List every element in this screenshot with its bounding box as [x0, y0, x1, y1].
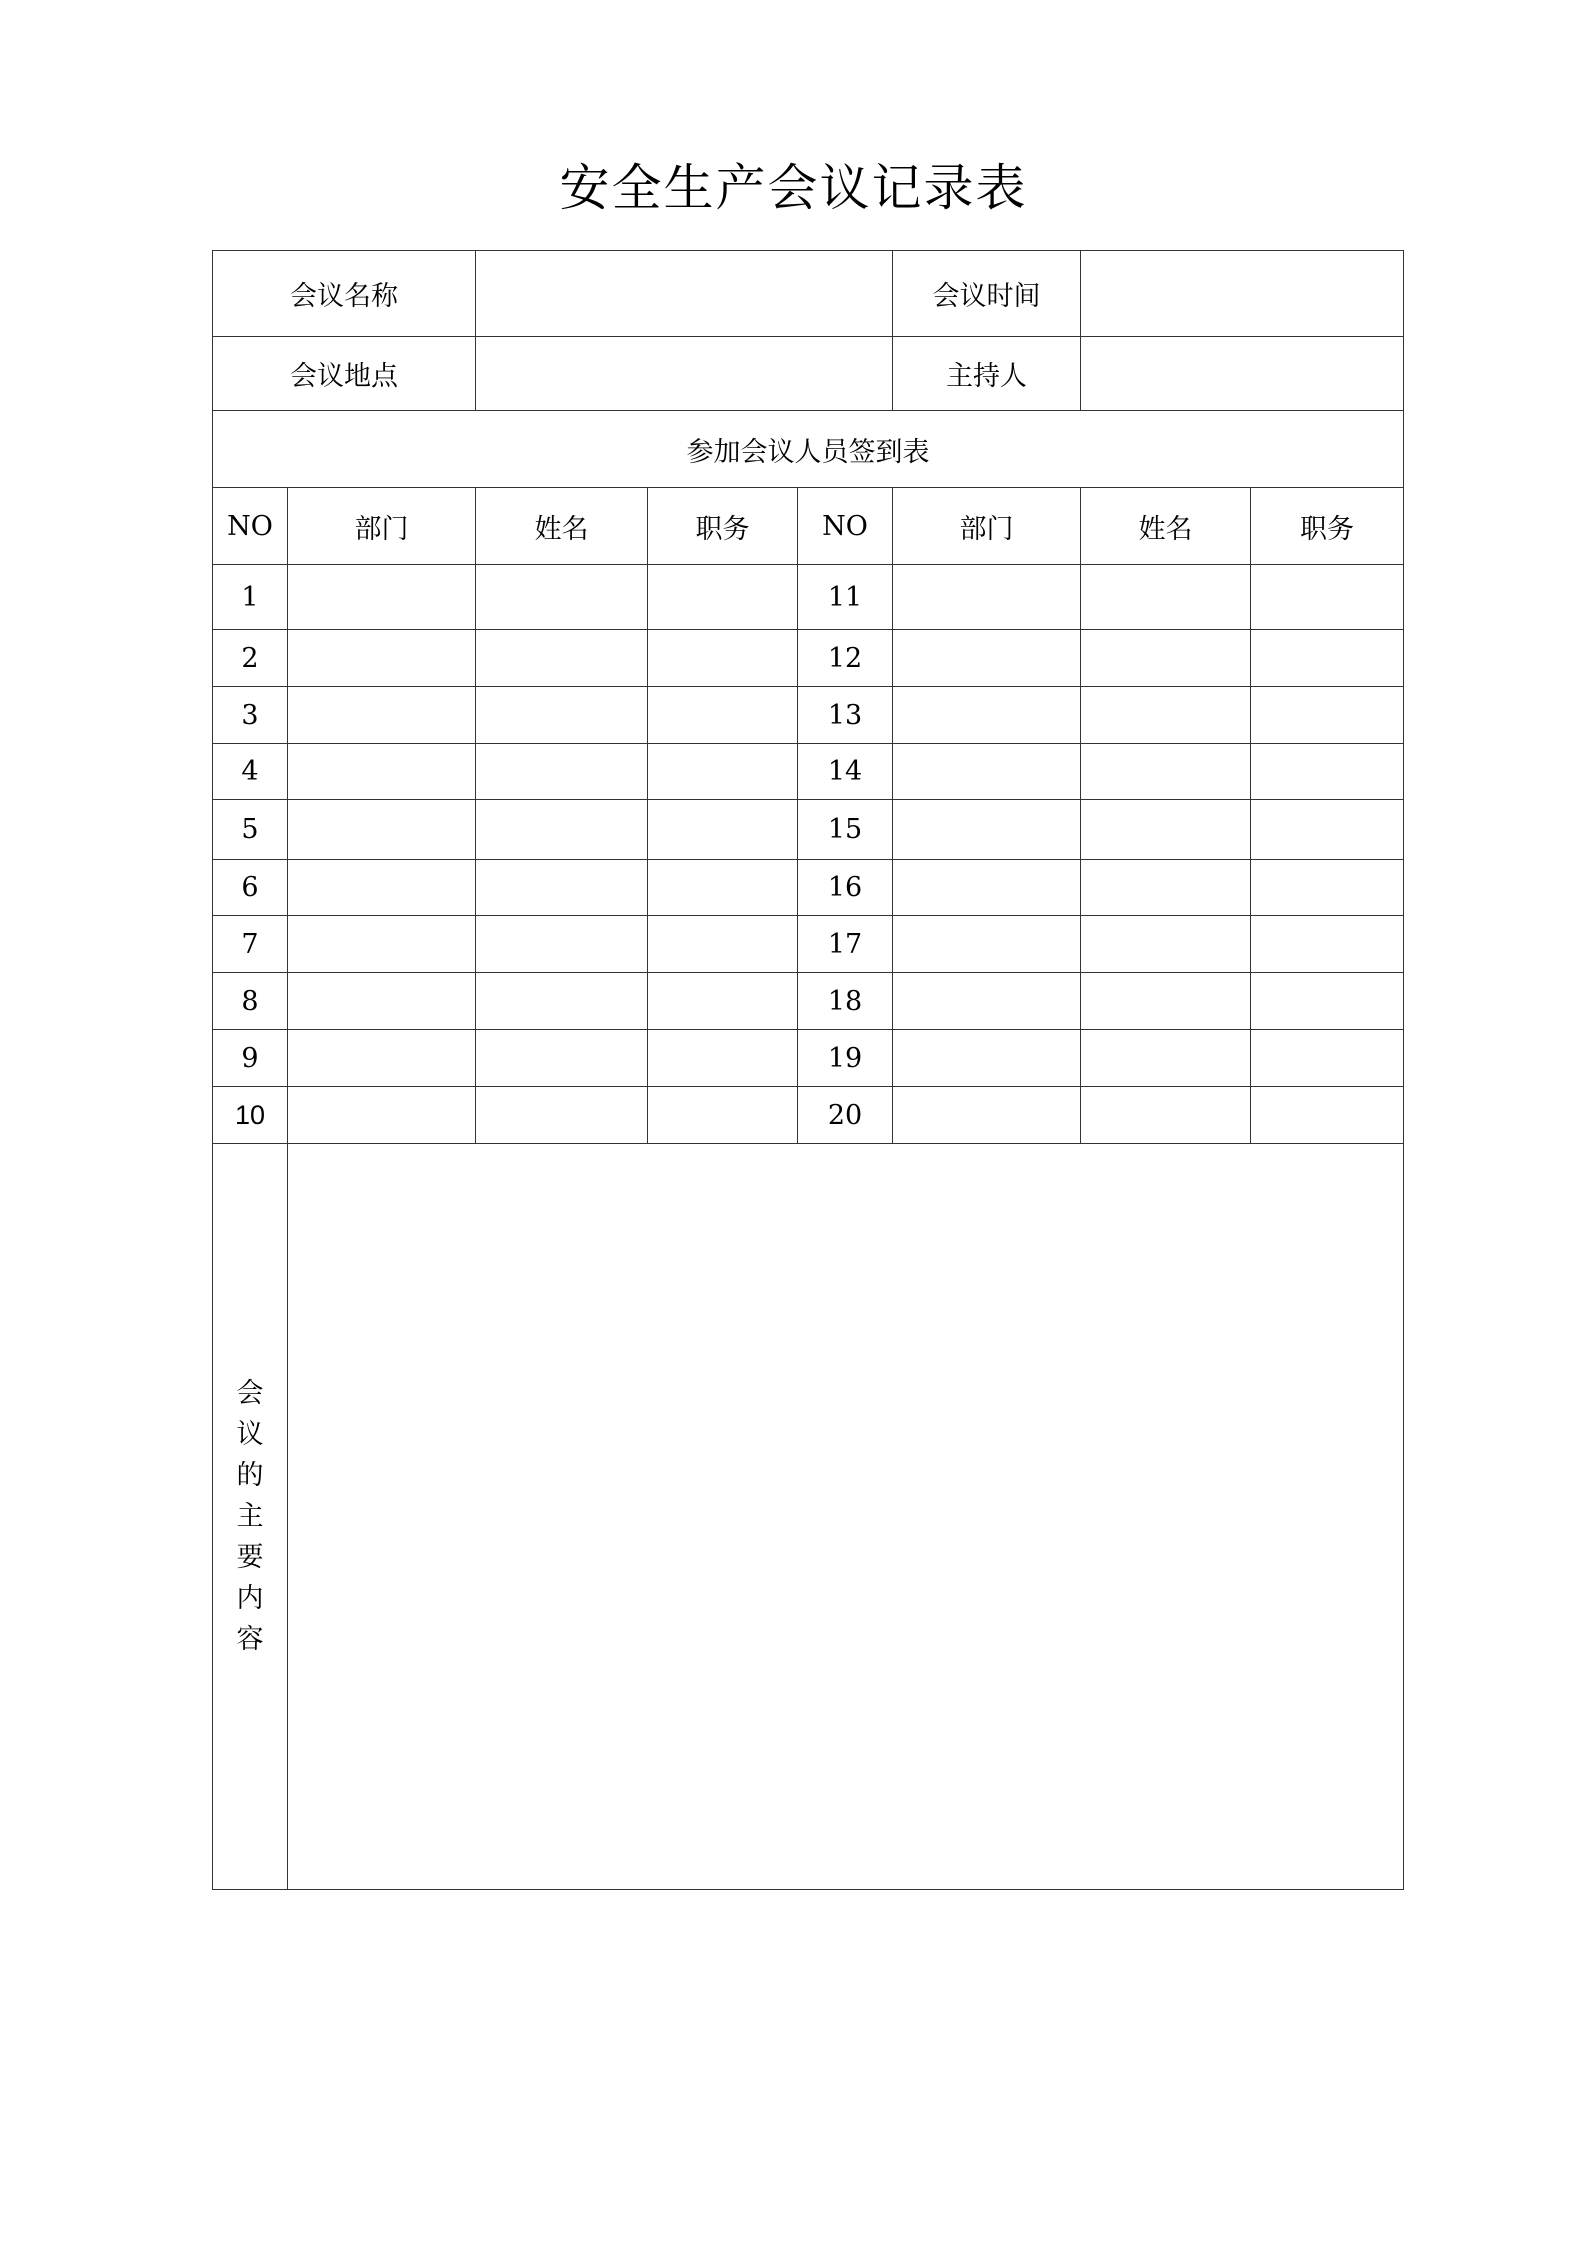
row-number-right: 14 [798, 744, 893, 800]
department-cell[interactable] [288, 800, 476, 860]
signin-section-title: 参加会议人员签到表 [213, 411, 1404, 488]
department-cell[interactable] [893, 860, 1081, 916]
department-cell[interactable] [288, 630, 476, 687]
position-cell[interactable] [1251, 1030, 1404, 1087]
signin-row [213, 800, 1404, 860]
name-cell[interactable] [1081, 916, 1251, 973]
row-number-right: 11 [798, 565, 893, 630]
signin-row [213, 860, 1404, 916]
row-number-left: 3 [213, 687, 288, 744]
position-cell[interactable] [1251, 1087, 1404, 1144]
row-number-left: 8 [213, 973, 288, 1030]
position-cell[interactable] [648, 1087, 798, 1144]
signin-row [213, 1087, 1404, 1144]
position-cell[interactable] [1251, 630, 1404, 687]
position-cell[interactable] [1251, 800, 1404, 860]
position-cell[interactable] [1251, 565, 1404, 630]
signin-row [213, 630, 1404, 687]
position-cell[interactable] [648, 687, 798, 744]
header-department-left: 部门 [288, 488, 476, 565]
position-cell[interactable] [1251, 973, 1404, 1030]
position-cell[interactable] [648, 565, 798, 630]
content-label-cell [213, 1144, 288, 1890]
department-cell[interactable] [288, 1087, 476, 1144]
header-name-right: 姓名 [1081, 488, 1251, 565]
name-cell[interactable] [476, 565, 648, 630]
name-cell[interactable] [476, 800, 648, 860]
position-cell[interactable] [1251, 744, 1404, 800]
header-position-left: 职务 [648, 488, 798, 565]
signin-rows [213, 565, 1404, 1144]
department-cell[interactable] [288, 860, 476, 916]
department-cell[interactable] [288, 687, 476, 744]
signin-title-row [213, 411, 1404, 488]
signin-row [213, 1030, 1404, 1087]
meeting-location-label: 会议地点 [213, 337, 476, 411]
row-number-right: 19 [798, 1030, 893, 1087]
header-department-right: 部门 [893, 488, 1081, 565]
signin-row [213, 687, 1404, 744]
name-cell[interactable] [476, 630, 648, 687]
header-no-right: NO [798, 488, 893, 565]
department-cell[interactable] [893, 687, 1081, 744]
name-cell[interactable] [1081, 565, 1251, 630]
meeting-info-row-2 [213, 337, 1404, 411]
row-number-right: 18 [798, 973, 893, 1030]
name-cell[interactable] [476, 687, 648, 744]
meeting-name-field[interactable] [476, 251, 893, 337]
row-number-left: 4 [213, 744, 288, 800]
meeting-location-field[interactable] [476, 337, 893, 411]
signin-row [213, 744, 1404, 800]
meeting-host-field[interactable] [1081, 337, 1404, 411]
name-cell[interactable] [1081, 1087, 1251, 1144]
row-number-left: 6 [213, 860, 288, 916]
name-cell[interactable] [1081, 744, 1251, 800]
row-number-right: 17 [798, 916, 893, 973]
row-number-right: 16 [798, 860, 893, 916]
position-cell[interactable] [648, 1030, 798, 1087]
signin-header-row [213, 488, 1404, 565]
department-cell[interactable] [893, 630, 1081, 687]
department-cell[interactable] [893, 973, 1081, 1030]
signin-row [213, 565, 1404, 630]
department-cell[interactable] [893, 1030, 1081, 1087]
row-number-left: 9 [213, 1030, 288, 1087]
name-cell[interactable] [1081, 630, 1251, 687]
department-cell[interactable] [288, 565, 476, 630]
department-cell[interactable] [893, 916, 1081, 973]
meeting-time-label: 会议时间 [893, 251, 1081, 337]
name-cell[interactable] [476, 744, 648, 800]
name-cell[interactable] [1081, 860, 1251, 916]
header-position-right: 职务 [1251, 488, 1404, 565]
row-number-right: 12 [798, 630, 893, 687]
meeting-record-table [212, 250, 1404, 1890]
row-number-right: 20 [798, 1087, 893, 1144]
name-cell[interactable] [476, 860, 648, 916]
position-cell[interactable] [648, 800, 798, 860]
meeting-info-row-1 [213, 251, 1404, 337]
name-cell[interactable] [476, 973, 648, 1030]
position-cell[interactable] [648, 744, 798, 800]
name-cell[interactable] [1081, 687, 1251, 744]
department-cell[interactable] [893, 1087, 1081, 1144]
meeting-host-label: 主持人 [893, 337, 1081, 411]
name-cell[interactable] [1081, 973, 1251, 1030]
department-cell[interactable] [288, 744, 476, 800]
row-number-left: 5 [213, 800, 288, 860]
department-cell[interactable] [288, 916, 476, 973]
department-cell[interactable] [288, 973, 476, 1030]
row-number-left: 1 [213, 565, 288, 630]
department-cell[interactable] [893, 744, 1081, 800]
signin-row [213, 973, 1404, 1030]
page-title: 安全生产会议记录表 [559, 159, 1028, 217]
name-cell[interactable] [476, 1030, 648, 1087]
name-cell[interactable] [1081, 800, 1251, 860]
department-cell[interactable] [893, 565, 1081, 630]
position-cell[interactable] [648, 860, 798, 916]
name-cell[interactable] [1081, 1030, 1251, 1087]
header-name-left: 姓名 [476, 488, 648, 565]
content-row [213, 1144, 1404, 1890]
name-cell[interactable] [476, 1087, 648, 1144]
meeting-time-field[interactable] [1081, 251, 1404, 337]
meeting-name-label: 会议名称 [213, 251, 476, 337]
position-cell[interactable] [1251, 916, 1404, 973]
signin-row [213, 916, 1404, 973]
row-number-right: 15 [798, 800, 893, 860]
position-cell[interactable] [1251, 687, 1404, 744]
row-number-right: 13 [798, 687, 893, 744]
row-number-left: 2 [213, 630, 288, 687]
header-no-left: NO [213, 488, 288, 565]
row-number-left: 10 [213, 1087, 288, 1144]
department-cell[interactable] [288, 1030, 476, 1087]
row-number-left: 7 [213, 916, 288, 973]
content-field[interactable] [288, 1144, 1404, 1890]
position-cell[interactable] [648, 916, 798, 973]
name-cell[interactable] [476, 916, 648, 973]
position-cell[interactable] [1251, 860, 1404, 916]
position-cell[interactable] [648, 630, 798, 687]
content-label: 会议的主要内容 [236, 1378, 264, 1655]
department-cell[interactable] [893, 800, 1081, 860]
position-cell[interactable] [648, 973, 798, 1030]
